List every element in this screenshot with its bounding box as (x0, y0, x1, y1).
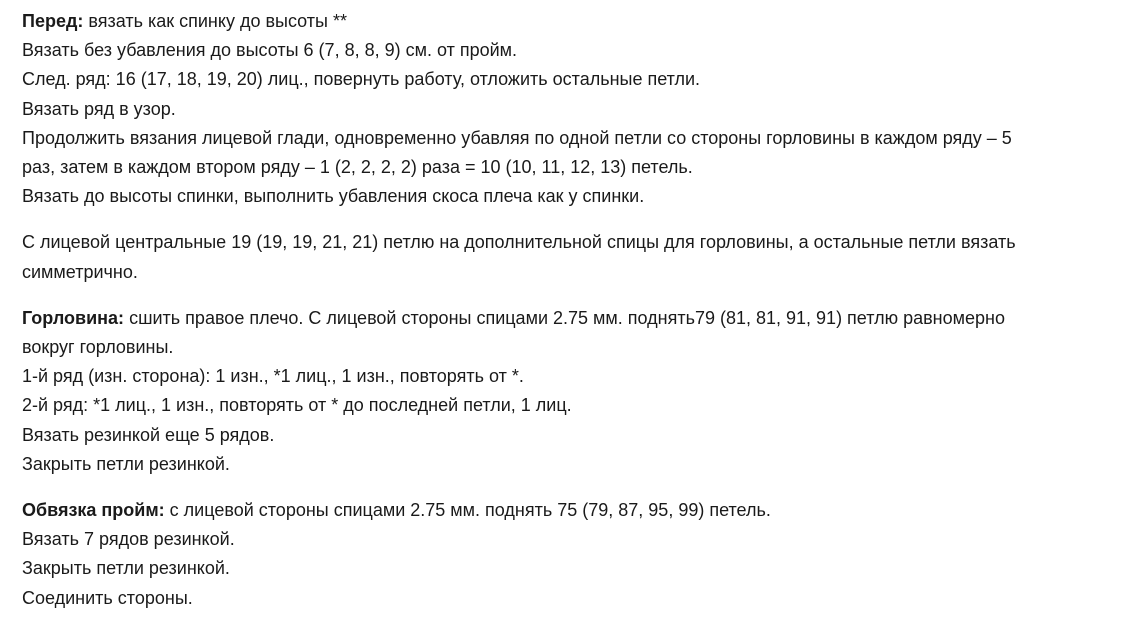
text-line: раз, затем в каждом втором ряду – 1 (2, 2, 2, 2) раза = 10 (10, 11, 12, 13) петель. (22, 157, 693, 178)
text-line (22, 304, 1122, 333)
section-heading: Перед: (22, 11, 84, 31)
text-line: С лицевой центральные 19 (19, 19, 21, 21) петлю на дополнительной спицы для горловины, а остальные петли вязать (22, 232, 1016, 253)
line-text: с лицевой стороны спицами 2.75 мм. поднять 75 (79, 87, 95, 99) петель. (164, 500, 771, 521)
text-line: Закрыть петли резинкой. (22, 558, 230, 579)
text-line: Продолжить вязания лицевой глади, одновременно убавляя по одной петли со стороны горловины в каждом ряду – 5 (22, 127, 1012, 148)
line-text: вязать как спинку до высоты ** (83, 11, 347, 31)
text-line: симметрично. (22, 261, 138, 282)
text-line: След. ряд: 16 (17, 18, 19, 20) лиц., повернуть работу, отложить остальные петли. (22, 69, 701, 90)
text-line: 1-й ряд (изн. сторона): 1 изн., *1 лиц., 1 изн., повторять от *. (22, 366, 524, 387)
section-heading: Обвязка пройм: (22, 500, 165, 521)
section-front (22, 7, 1122, 211)
section-heading: Горловина: (22, 307, 125, 328)
text-line: Соединить стороны. (22, 587, 193, 608)
text-line (22, 7, 1122, 36)
text-line: Вязать резинкой еще 5 рядов. (22, 424, 275, 445)
section-neckline (22, 304, 1122, 479)
text-line: вокруг горловины. (22, 337, 174, 358)
line-text: сшить правое плечо. С лицевой стороны спицами 2.75 мм. поднять79 (81, 81, 91, 91) петлю равномерно (124, 307, 1005, 328)
text-line: 2-й ряд: *1 лиц., 1 изн., повторять от * до последней петли, 1 лиц. (22, 395, 572, 416)
text-line: Вязать 7 рядов резинкой. (22, 529, 235, 550)
text-line: Вязать ряд в узор. (22, 98, 176, 119)
text-line: Вязать без убавления до высоты 6 (7, 8, 8, 9) см. от пройм. (22, 40, 518, 61)
section-armhole (22, 496, 1122, 613)
text-line: Закрыть петли резинкой. (22, 453, 230, 474)
text-line: Вязать до высоты спинки, выполнить убавления скоса плеча как у спинки. (22, 186, 645, 207)
knitting-instructions (22, 7, 1122, 630)
section-center (22, 228, 1122, 286)
text-line (22, 496, 1122, 525)
